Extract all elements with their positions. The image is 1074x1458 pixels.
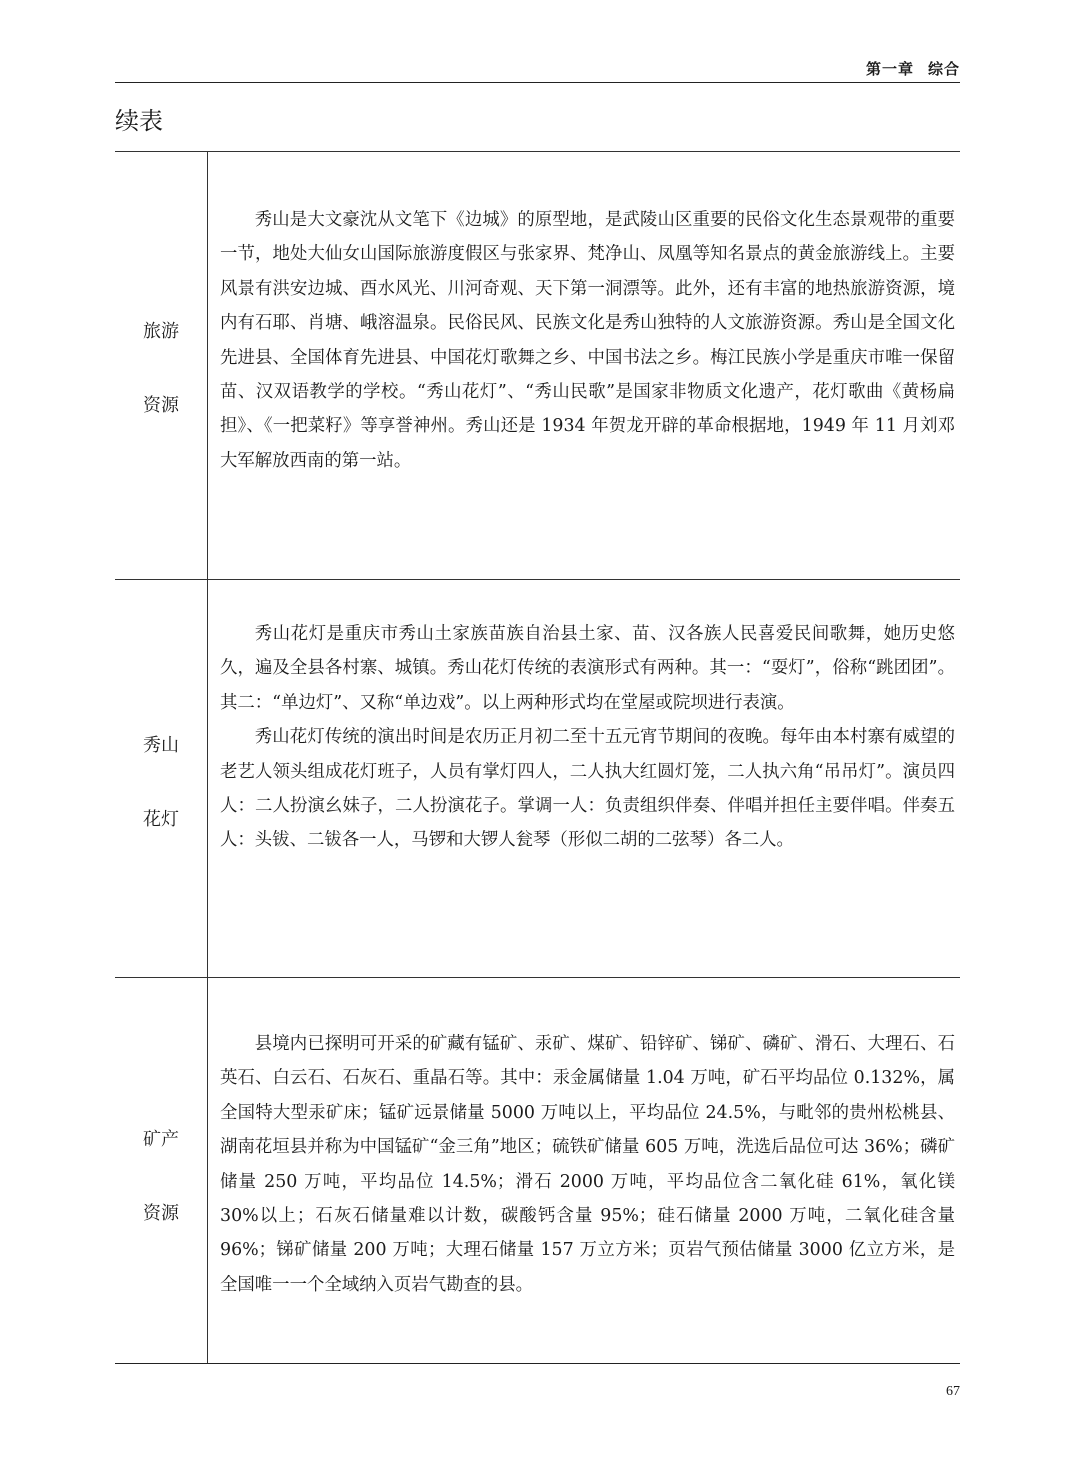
row-label-line: 矿产 [143,1129,179,1150]
row-content-minerals [220,1027,955,1302]
row-divider [115,579,960,580]
chapter-label: 第一章 [865,60,914,78]
running-head [115,56,960,82]
paragraph: 秀山花灯传统的演出时间是农历正月初二至十五元宵节期间的夜晚。每年由本村寨有威望的老艺人领头组成花灯班子，人员有掌灯四人，二人执大红圆灯笼，二人执六角“吊吊灯”。演员四人：二人扮演幺妹子，二人扮演花子。掌调一人：负责组织伴奏、伴唱并担任主要伴唱。伴奏五人：头钹、二钹各一人，马锣和大锣人瓮琴（形似二胡的二弦琴）各二人。 [220,727,955,851]
row-content-tourism [220,203,955,478]
row-divider [115,977,960,978]
header-rule [115,82,960,83]
paragraph: 秀山是大文豪沈从文笔下《边城》的原型地，是武陵山区重要的民俗文化生态景观带的重要一节，地处大仙女山国际旅游度假区与张家界、梵净山、凤凰等知名景点的黄金旅游线上。主要风景有洪安边城、酉水风光、川河奇观、天下第一洞漂等。此外，还有丰富的地热旅游资源，境内有石耶、肖塘、峨溶温泉。民俗民风、民族文化是秀山独特的人文旅游资源。秀山是全国文化先进县、全国体育先进县、中国花灯歌舞之乡、中国书法之乡。梅江民族小学是重庆市唯一保留苗、汉双语教学的学校。“秀山花灯”、“秀山民歌”是国家非物质文化遗产，花灯歌曲《黄杨扁担》、《一把菜籽》等享誉神州。秀山还是 1934 年贺龙开辟的革命根据地，1949 年 11 月刘邓大军解放西南的第一站。 [220,210,955,471]
continued-title: 续表 [115,107,163,135]
row-label-line: 资源 [143,1203,179,1224]
row-label-line: 资源 [143,395,179,416]
column-divider [207,151,208,1364]
row-label-lantern [115,709,207,857]
paragraph: 县境内已探明可开采的矿藏有锰矿、汞矿、煤矿、铅锌矿、锑矿、磷矿、滑石、大理石、石英石、白云石、石灰石、重晶石等。其中：汞金属储量 1.04 万吨，矿石平均品位 0.132%，属全国特大型汞矿床；锰矿远景储量 5000 万吨以上，平均品位 24.5%，与毗邻的贵州松桃县、湖南花垣县并称为中国锰矿“金三角”地区；硫铁矿储量 605 万吨，洗选后品位可达 36%；磷矿储量 250 万吨，平均品位 14.5%；滑石 2000 万吨，平均品位含二氧化硅 61%，氧化镁 30%以上；石灰石储量难以计数，碳酸钙含量 95%；硅石储量 2000 万吨，二氧化硅含量 96%；锑矿储量 200 万吨；大理石储量 157 万立方米；页岩气预估储量 3000 亿立方米，是全国唯一一个全域纳入页岩气勘查的县。 [220,1034,955,1295]
row-label-line: 秀山 [143,735,179,756]
row-label-minerals [115,1103,207,1251]
section-label: 综合 [927,60,960,78]
info-table [115,151,960,1364]
row-label-line: 花灯 [143,809,179,830]
table-bottom-rule [115,1363,960,1364]
page-number: 67 [946,1384,960,1399]
table-top-rule [115,151,960,152]
row-label-line: 旅游 [143,321,179,342]
row-label-tourism [115,295,207,443]
paragraph: 秀山花灯是重庆市秀山土家族苗族自治县土家、苗、汉各族人民喜爱民间歌舞，她历史悠久，遍及全县各村寨、城镇。秀山花灯传统的表演形式有两种。其一：“耍灯”，俗称“跳团团”。其二：“单边灯”、又称“单边戏”。以上两种形式均在堂屋或院坝进行表演。 [220,624,955,713]
row-content-lantern [220,617,955,858]
